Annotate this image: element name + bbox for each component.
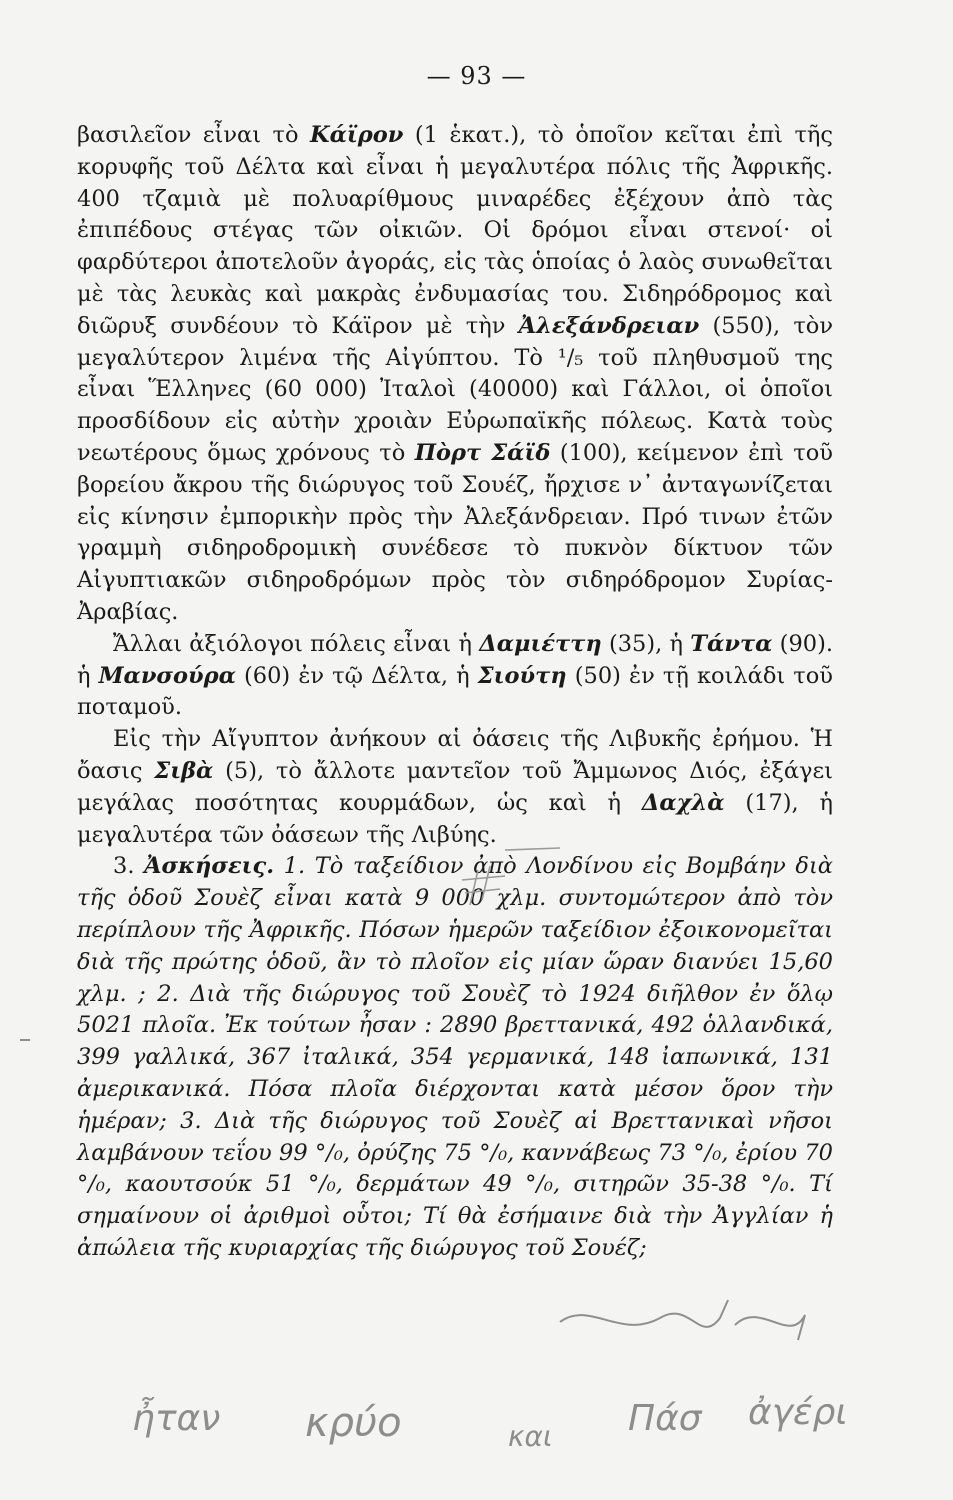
handwritten-word: κρύο (305, 1400, 402, 1446)
place-name-alexandria: Ἀλεξάνδρειαν (518, 312, 700, 339)
text-run: (17), ἡ μεγαλυτέρα τῶν ὀάσεων τῆς Λιβύης. (77, 789, 833, 848)
place-name-dakhla: Δαχλὰ (641, 789, 725, 816)
exercises-heading: Ἀσκήσεις. (144, 853, 275, 880)
text-run: (60) ἐν τῷ Δέλτα, ἡ (235, 662, 478, 689)
place-name-cairo: Κάϊρον (310, 122, 404, 148)
paragraph-cairo (77, 120, 833, 629)
text-run: (5), τὸ ἄλλοτε μαντεῖον τοῦ Ἄμμωνος Διός, ἐξάγει μεγάλας ποσότητας κουρμάδων, ὡς καὶ ἡ (77, 757, 833, 816)
text-run: βασιλεῖον εἶναι τὸ (77, 122, 311, 148)
text-run: (90). ἡ (77, 630, 833, 689)
handwritten-word: ἦταν (132, 1398, 221, 1439)
text-run: (50) ἐν τῇ κοιλάδι τοῦ ποταμοῦ. (77, 662, 833, 721)
text-run: Ἄλλαι ἀξιόλογοι πόλεις εἶναι ἡ (113, 630, 480, 657)
handwritten-word: και (508, 1420, 553, 1453)
exercises-text: 1. Τὸ ταξείδιον ἀπὸ Λονδίνου εἰς Βομβάην διὰ τῆς ὁδοῦ Σουὲζ εἶναι κατὰ 9 000 χλμ. συντομώτερον ἀπὸ τὸν περίπλουν τῆς Ἀφρικῆς. Πόσων ἡμερῶν ταξείδιον ἐξοικονομεῖται διὰ τῆς πρώτης ὁδοῦ, ἂν τὸ πλοῖον εἰς μίαν ὥραν διανύει 15,60 χλμ. ; 2. Διὰ τῆς διώρυγος τοῦ Σουὲζ τὸ 1924 διῆλθον ἐν ὅλῳ 5021 πλοῖα. Ἐκ τούτων ἦσαν : 2890 βρεττανικά, 492 ὁλλανδικά, 399 γαλλικά, 367 ἰταλικά, 354 γερμανικά, 148 ἰαπωνικά, 131 ἀμερικανικά. Πόσα πλοῖα διέρχονται κατὰ μέσον ὅρον τὴν ἡμέραν; 3. Διὰ τῆς διώρυγος τοῦ Σουὲζ αἱ Βρεττανικαὶ νῆσοι λαμβάνουν τεΐου 99 °/₀, ὀρύζης 75 °/₀, καννάβεως 73 °/₀, ἐρίου 70 °/₀, καουτσούκ 51 °/₀, δερμάτων 49 °/₀, σιτηρῶν 35-38 °/₀. Τί σημαίνουν οἱ ἀριθμοὶ οὗτοι; Τί θὰ ἐσήμαινε διὰ τὴν Ἀγγλίαν ἡ ἀπώλεια τῆς κυριαρχίας τῆς διώρυγος τοῦ Σουέζ; (77, 853, 833, 1261)
handwritten-word: ἀγέρι (748, 1392, 848, 1433)
paragraph-other-cities (77, 629, 833, 724)
margin-scribble (560, 1300, 805, 1340)
place-name-tanta: Τάντα (690, 630, 773, 657)
section-number: 3. (113, 853, 135, 880)
paragraph-oases (77, 724, 833, 851)
text-run: (550), τὸν μεγαλύτερον λιμένα τῆς Αἰγύπτου. Τὸ ¹/₅ τοῦ πληθυσμοῦ της εἶναι Ἕλληνες (60 000) Ἰταλοὶ (40000) καὶ Γάλλοι, οἱ ὁποῖοι προσδίδουν εἰς αὐτὴν χροιὰν Εὐρωπαϊκῆς πόλεως. Κατὰ τοὺς νεωτέρους ὅμως χρόνους τὸ (77, 312, 833, 466)
place-name-asyut: Σιούτη (477, 662, 567, 689)
place-name-port-said: Πὸρτ Σάϊδ (414, 439, 551, 466)
text-run: Εἰς τὴν Αἴγυπτον ἀνήκουν αἱ ὀάσεις τῆς Λιβυκῆς ἐρήμου. Ἡ ὄασις (77, 726, 833, 784)
place-name-siwa: Σιβὰ (154, 757, 214, 784)
text-run: (100), κείμενον ἐπὶ τοῦ βορείου ἄκρου τῆς διώρυγος τοῦ Σουέζ, ἤρχισε ν᾿ ἀνταγωνίζεται εἰς κίνησιν ἐμπορικὴν πρὸς τὴν Ἀλεξάνδρειαν. Πρό τινων ἐτῶν γραμμὴ σιδηροδρομικὴ συνέδεσε τὸ πυκνὸν δίκτυον τῶν Αἰγυπτιακῶν σιδηροδρόμων πρὸς τὸν σιδηρόδρομον Συρίας-Ἀραβίας. (77, 439, 833, 625)
page-body (77, 120, 833, 1265)
page-number: — 93 — (426, 62, 527, 90)
place-name-mansoura: Μανσούρα (98, 662, 236, 689)
handwritten-word: Πάσ (628, 1398, 702, 1439)
exercises-section (77, 851, 833, 1264)
text-run: (1 ἑκατ.), τὸ ὁποῖον κεῖται ἐπὶ τῆς κορυφῆς τοῦ Δέλτα καὶ εἶναι ἡ μεγαλυτέρα πόλις τῆς Ἀφρικῆς. 400 τζαμιὰ μὲ πολυαρίθμους μιναρέδες ἐξέχουν ἀπὸ τὰς ἐπιπέδους στέγας τῶν οἰκιῶν. Οἱ δρόμοι εἶναι στενοί· οἱ φαρδύτεροι ἀποτελοῦν ἀγοράς, εἰς τὰς ὁποίας ὁ λαὸς συνωθεῖται μὲ τὰς λευκὰς καὶ μακρὰς ἐνδυμασίας του. Σιδηρόδρομος καὶ διῶρυξ συνδέουν τὸ Κάϊρον μὲ τὴν (77, 122, 834, 339)
place-name-damietta: Δαμιέττη (479, 630, 602, 657)
text-run: (35), ἡ (601, 630, 691, 657)
